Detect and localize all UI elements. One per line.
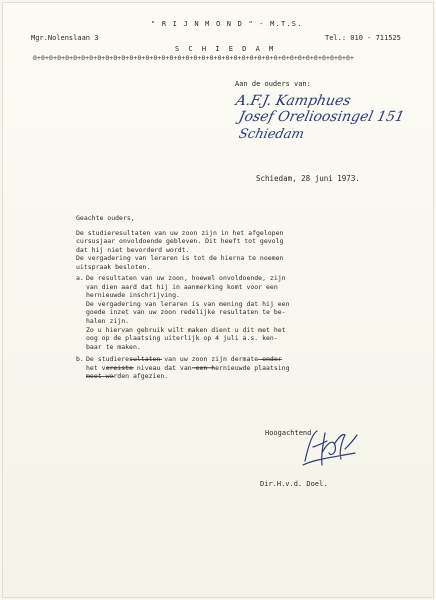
handwritten-signature bbox=[295, 423, 365, 473]
option-b-text: De studieresultaten van uw zoon zijn dermate onder het vereiste niveau dat van een hernieuwde plaatsing moet worden afgezien. bbox=[86, 355, 290, 381]
letter-page bbox=[2, 2, 434, 598]
option-a bbox=[76, 274, 406, 351]
school-phone: Tel.: 010 - 711525 bbox=[325, 34, 401, 42]
letterhead-rule: 0+0+0+0+0+0+0+0+0+0+0+0+0+0+0+0+0+0+0+0+0+0+0+0+0+0+0+0+0+0+0+0+0+0+0+0+0+0+0+0+ bbox=[33, 54, 355, 62]
school-name: " R I J N M O N D " - M.T.S. bbox=[151, 20, 303, 28]
option-b-marker: b. bbox=[76, 355, 84, 363]
option-b bbox=[76, 355, 406, 381]
option-a-marker: a. bbox=[76, 274, 84, 282]
closing: Hoogachtend, bbox=[265, 429, 316, 437]
letter-date: Schiedam, 28 juni 1973. bbox=[256, 174, 360, 183]
signer-name: Dir.H.v.d. Doel. bbox=[260, 480, 328, 488]
strike-through-marks bbox=[86, 355, 326, 383]
paragraph-intro: De studieresultaten van uw zoon zijn in het afgelopen cursusjaar onvoldoende gebleven. Dit heeft tot gevolg dat hij niet bevorderd wordt. De vergadering van leraren is tot de hierna te noemen uitspraak besloten. bbox=[76, 228, 284, 271]
greeting: Geachte ouders, bbox=[76, 214, 135, 222]
school-address: Mgr.Nolenslaan 3 bbox=[31, 34, 99, 42]
recipient-label: Aan de ouders van: bbox=[235, 80, 311, 88]
school-city: S C H I E D A M bbox=[175, 45, 276, 53]
recipient-town: Schiedam bbox=[237, 127, 306, 142]
option-a-text: De resultaten van uw zoon, hoewel onvoldoende, zijn van dien aard dat hij in aanmerking komt voor een hernieuwde inschrijving. De vergadering van leraren is van mening dat hij een goede inzet van uw zoon redelijke resultaten te be- halen zijn. Zo u hiervan gebruik wilt maken dient u dit met het oog op de plaatsing uiterlijk op 4 juli a.s. ken- baar te maken. bbox=[86, 274, 290, 351]
letter-body bbox=[76, 214, 396, 272]
recipient-street: Josef Orelioosingel 151 bbox=[237, 109, 406, 125]
recipient-name: A.F.J. Kamphues bbox=[234, 93, 353, 109]
